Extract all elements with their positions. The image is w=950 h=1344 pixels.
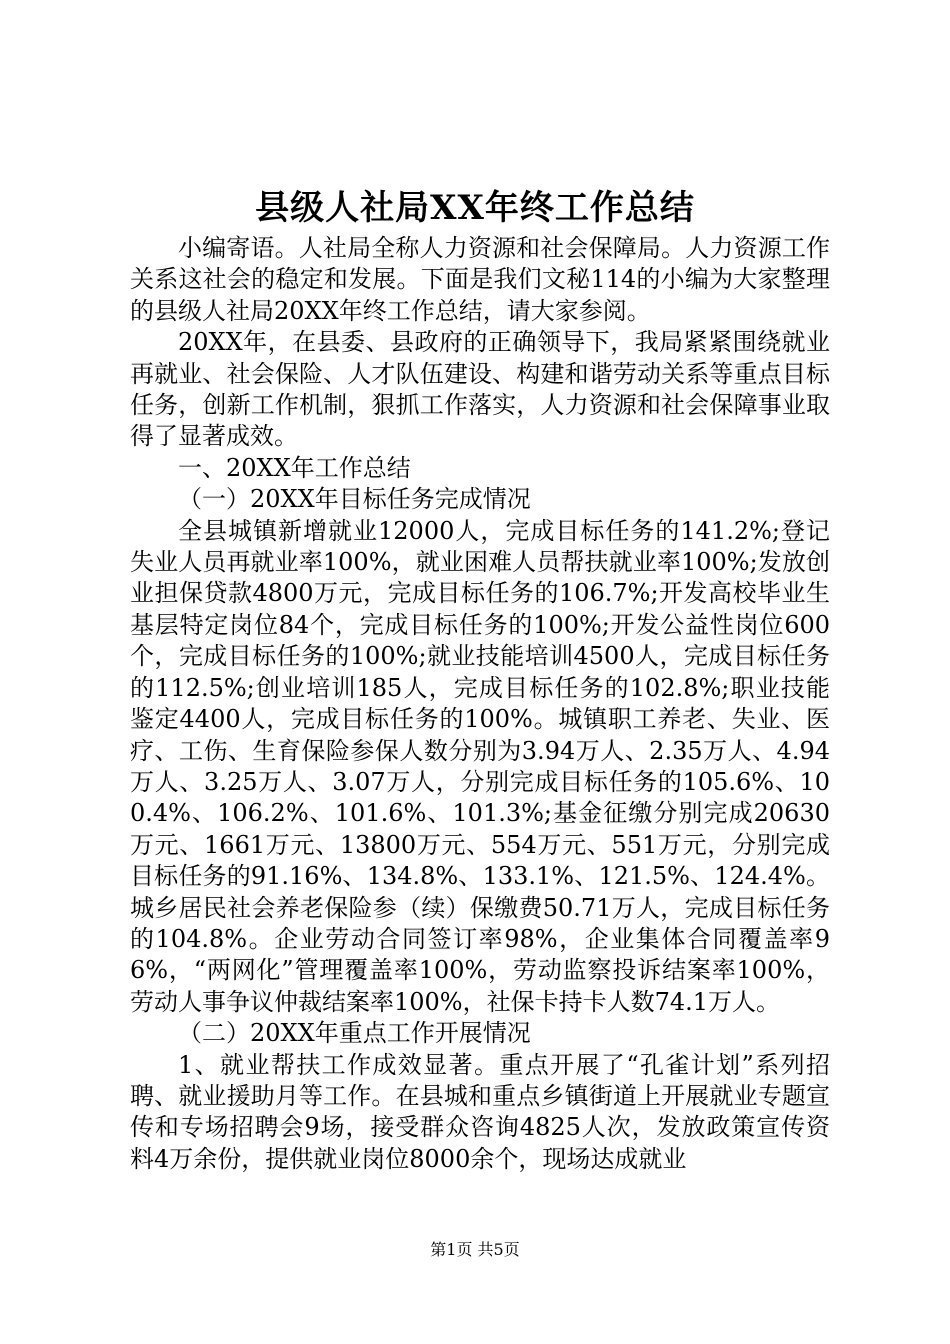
subsection-heading-2: （二）20XX年重点工作开展情况 xyxy=(178,1019,531,1048)
section-heading-1: 一、20XX年工作总结 xyxy=(178,453,411,482)
paragraph-employment: 1、就业帮扶工作成效显著。重点开展了“孔雀计划”系列招聘、就业援助月等工作。在县城和重点乡镇街道上开展就业专题宣传和专场招聘会9场，接受群众咨询4825人次，发放政策宣传资料4万余份，提供就业岗位8000余个，现场达成就业 xyxy=(130,1050,830,1173)
document-body xyxy=(130,233,830,1175)
page-footer: 第1页 共5页 xyxy=(430,1240,520,1259)
paragraph-targets: 全县城镇新增就业12000人，完成目标任务的141.2%;登记失业人员再就业率100%，就业困难人员帮扶就业率100%;发放创业担保贷款4800万元，完成目标任务的106.7%;开发高校毕业生基层特定岗位84个，完成目标任务的100%;开发公益性岗位600个，完成目标任务的100%;就业技能培训4500人，完成目标任务的112.5%;创业培训185人，完成目标任务的102.8%;职业技能鉴定4400人，完成目标任务的100%。城镇职工养老、失业、医疗、工伤、生育保险参保人数分别为3.94万人、2.35万人、4.94万人、3.25万人、3.07万人，分别完成目标任务的105.6%、100.4%、106.2%、101.6%、101.3%;基金征缴分别完成20630万元、1661万元、13800万元、554万元、551万元，分别完成目标任务的91.16%、134.8%、133.1%、121.5%、124.4%。城乡居民社会养老保险参（续）保缴费50.71万人，完成目标任务的104.8%。企业劳动合同签订率98%，企业集体合同覆盖率96%，“两网化”管理覆盖率100%，劳动监察投诉结案率100%，劳动人事争议仲裁结案率100%，社保卡持卡人数74.1万人。 xyxy=(130,516,830,1016)
paragraph-intro: 小编寄语。人社局全称人力资源和社会保障局。人力资源工作关系这社会的稳定和发展。下面是我们文秘114的小编为大家整理的县级人社局20XX年终工作总结，请大家参阅。 xyxy=(130,234,830,325)
subsection-heading-1: （一）20XX年目标任务完成情况 xyxy=(178,485,531,514)
paragraph-overview: 20XX年，在县委、县政府的正确领导下，我局紧紧围绕就业再就业、社会保险、人才队伍建设、构建和谐劳动关系等重点目标任务，创新工作机制，狠抓工作落实，人力资源和社会保障事业取得了显著成效。 xyxy=(130,328,830,451)
document-title: 县级人社局XX年终工作总结 xyxy=(255,188,695,228)
